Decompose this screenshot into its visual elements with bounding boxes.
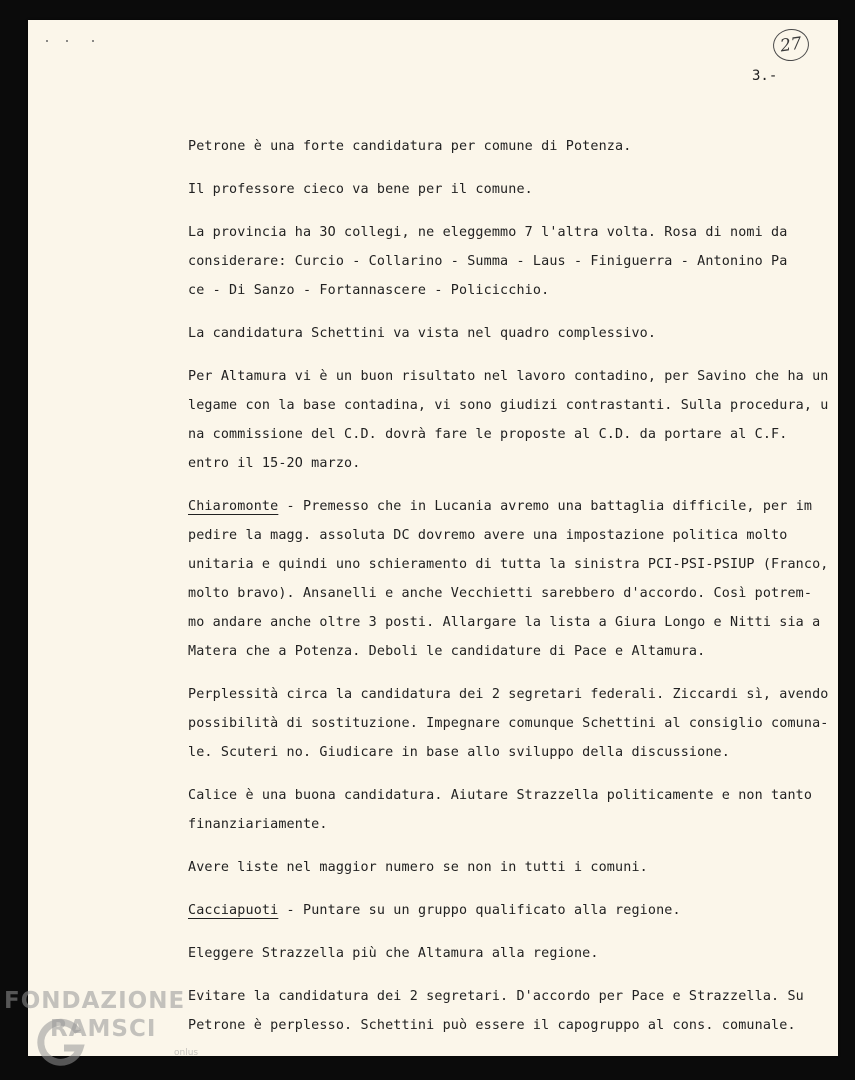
watermark-line-2: RAMSCI	[50, 1016, 157, 1042]
watermark	[4, 986, 224, 1076]
text-segment: ce - Di Sanzo - Fortannascere - Policicchio.	[188, 283, 550, 298]
speaker-name: Chiaromonte	[188, 499, 279, 514]
watermark-line-3: onlus	[174, 1048, 199, 1058]
text-segment: Avere liste nel maggior numero se non in tutti i comuni.	[188, 860, 648, 875]
text-segment: le. Scuteri no. Giudicare in base allo sviluppo della discussione.	[188, 745, 730, 760]
text-line	[188, 680, 829, 709]
text-segment: unitaria e quindi uno schieramento di tutta la sinistra PCI-PSI-PSIUP (Franco,	[188, 557, 829, 572]
text-line	[188, 853, 818, 882]
text-line	[188, 1011, 818, 1040]
paragraph	[188, 939, 818, 968]
paragraph	[188, 132, 818, 161]
text-segment: considerare: Curcio - Collarino - Summa - Laus - Finiguerra - Antonino Pa	[188, 254, 788, 269]
text-segment: Eleggere Strazzella più che Altamura alla regione.	[188, 946, 599, 961]
text-segment: legame con la base contadina, vi sono giudizi contrastanti. Sulla procedura, u	[188, 398, 829, 413]
text-line	[188, 362, 829, 391]
text-line	[188, 276, 818, 305]
text-line	[188, 492, 818, 521]
text-line	[188, 781, 818, 810]
text-segment: La candidatura Schettini va vista nel quadro complessivo.	[188, 326, 657, 341]
archive-stamp-number: 27	[771, 27, 811, 64]
text-line	[188, 218, 818, 247]
text-segment: mo andare anche oltre 3 posti. Allargare la lista a Giura Longo e Nitti sia a	[188, 615, 821, 630]
paragraph	[188, 218, 818, 305]
text-segment: - Premesso che in Lucania avremo una battaglia difficile, per im	[278, 499, 813, 514]
paragraph	[188, 896, 818, 925]
text-line	[188, 738, 818, 767]
paragraph	[188, 781, 818, 839]
margin-dots	[46, 40, 106, 46]
text-segment: na commissione del C.D. dovrà fare le proposte al C.D. da portare al C.F.	[188, 427, 788, 442]
text-line	[188, 810, 818, 839]
paragraph	[188, 680, 829, 767]
text-segment: molto bravo). Ansanelli e anche Vecchietti sarebbero d'accordo. Così potrem-	[188, 586, 813, 601]
text-line	[188, 608, 821, 637]
text-segment: Perplessità circa la candidatura dei 2 segretari federali. Ziccardi sì, avendo	[188, 687, 829, 702]
text-segment: Calice è una buona candidatura. Aiutare Strazzella politicamente e non tanto	[188, 788, 813, 803]
paragraph	[188, 175, 818, 204]
text-segment: La provincia ha 3O collegi, ne eleggemmo 7 l'altra volta. Rosa di nomi da	[188, 225, 788, 240]
paragraph	[188, 853, 818, 882]
text-segment: Per Altamura vi è un buon risultato nel lavoro contadino, per Savino che ha un	[188, 369, 829, 384]
paragraph	[188, 982, 818, 1040]
document-page	[28, 20, 838, 1056]
text-line	[188, 247, 818, 276]
text-line	[188, 709, 829, 738]
text-line	[188, 521, 818, 550]
text-segment: possibilità di sostituzione. Impegnare comunque Schettini al consiglio comuna-	[188, 716, 829, 731]
text-line	[188, 939, 818, 968]
text-segment: Matera che a Potenza. Deboli le candidature di Pace e Altamura.	[188, 644, 706, 659]
text-segment: Evitare la candidatura dei 2 segretari. D'accordo per Pace e Strazzella. Su	[188, 989, 804, 1004]
text-segment: Il professore cieco va bene per il comune.	[188, 182, 533, 197]
text-line	[188, 637, 818, 666]
text-line	[188, 319, 818, 348]
text-line	[188, 982, 818, 1011]
text-line	[188, 550, 829, 579]
text-line	[188, 391, 829, 420]
speaker-name: Cacciapuoti	[188, 903, 279, 918]
typewritten-body	[188, 132, 829, 1054]
watermark-line-1: FONDAZIONE	[4, 988, 186, 1014]
text-segment: Petrone è perplesso. Schettini può essere il capogruppo al cons. comunale.	[188, 1018, 796, 1033]
text-segment: entro il 15-2O marzo.	[188, 456, 361, 471]
paragraph	[188, 492, 829, 666]
text-segment: finanziariamente.	[188, 817, 328, 832]
paragraph	[188, 362, 829, 478]
text-segment: - Puntare su un gruppo qualificato alla regione.	[278, 903, 681, 918]
text-segment: Petrone è una forte candidatura per comune di Potenza.	[188, 139, 632, 154]
text-line	[188, 896, 818, 925]
text-line	[188, 579, 818, 608]
text-line	[188, 132, 818, 161]
text-line	[188, 420, 818, 449]
text-segment: pedire la magg. assoluta DC dovremo avere una impostazione politica molto	[188, 528, 788, 543]
text-line	[188, 449, 818, 478]
paragraph	[188, 319, 818, 348]
text-line	[188, 175, 818, 204]
page-number: 3.-	[752, 68, 778, 84]
